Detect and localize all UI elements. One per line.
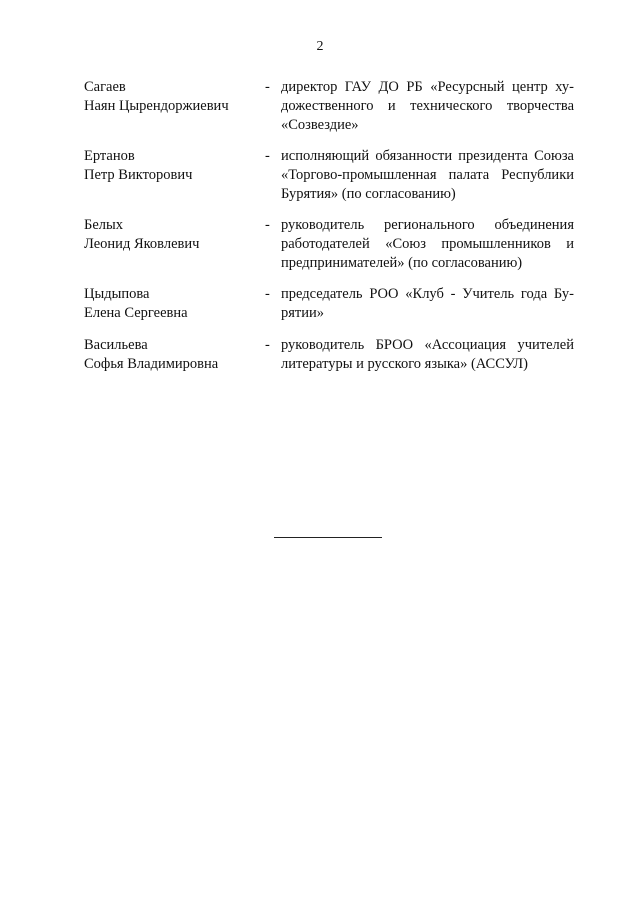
member-name [84,336,254,374]
member-name [84,78,254,116]
separator-dash: - [265,217,270,233]
member-name [84,147,254,185]
member-surname: Ертанов [84,148,135,164]
separator-dash: - [265,79,270,95]
member-role: руководитель БРОО «Ассоциация учителей литературы и русского языка» (АССУЛ) [281,337,574,372]
member-given-names: Елена Сергеевна [84,305,188,321]
member-role: председатель РОО «Клуб - Учитель года Бурятии» [281,286,574,321]
member-surname: Цыдыпова [84,286,150,302]
member-given-names: Леонид Яковлевич [84,236,200,252]
member-given-names: Петр Викторович [84,167,193,183]
separator-dash: - [265,148,270,164]
member-name [84,216,254,254]
member-surname: Васильева [84,337,148,353]
separator-dash: - [265,286,270,302]
member-given-names: Наян Цырендоржиевич [84,98,229,114]
member-name [84,285,254,323]
page-number: 2 [316,39,324,54]
member-role: директор ГАУ ДО РБ «Ресурсный центр художественного и технического творчества «Созвездие» [281,79,574,133]
member-surname: Белых [84,217,123,233]
member-role: руководитель регионального объединения работодателей «Союз промышленников и предпринимателей» (по согласованию) [281,217,574,271]
separator-dash: - [265,337,270,353]
member-role: исполняющий обязанности президента Союза «Торгово-промышленная палата Республики Бурятия» (по согласованию) [281,148,574,202]
closing-rule-divider [274,537,382,538]
member-given-names: Софья Владимировна [84,356,219,372]
member-surname: Сагаев [84,79,126,95]
